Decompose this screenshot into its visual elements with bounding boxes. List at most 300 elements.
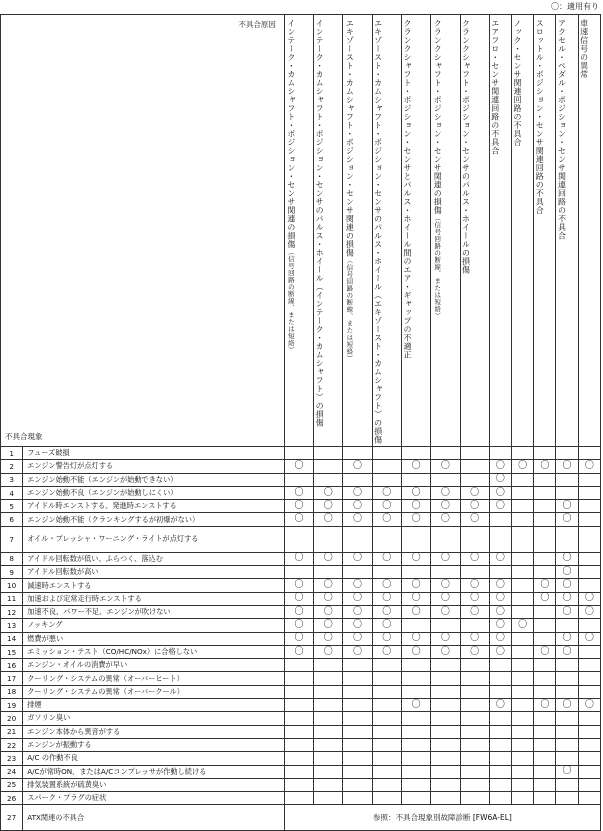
mark-cell xyxy=(460,632,489,645)
mark-cell xyxy=(512,473,534,486)
mark-cell xyxy=(534,699,556,712)
mark-cell xyxy=(314,765,343,778)
row-number: 27 xyxy=(1,805,23,831)
mark-cell xyxy=(578,725,600,738)
mark-cell xyxy=(578,552,600,565)
mark-cell xyxy=(556,778,578,791)
applicable-mark: 〇 xyxy=(353,487,363,498)
applicable-mark: 〇 xyxy=(411,487,421,498)
mark-cell xyxy=(556,592,578,605)
mark-cell xyxy=(314,566,343,579)
row-number: 20 xyxy=(1,712,23,725)
mark-cell xyxy=(512,500,534,513)
mark-cell xyxy=(460,619,489,632)
mark-cell xyxy=(534,672,556,685)
mark-cell xyxy=(401,579,430,592)
applicable-mark: 〇 xyxy=(353,606,363,617)
applicable-mark: 〇 xyxy=(540,580,550,591)
applicable-mark: 〇 xyxy=(411,500,421,511)
symptom-cell: スパーク・プラグの症状 xyxy=(23,792,285,805)
legend: 〇：適用有り xyxy=(551,2,599,11)
applicable-mark: 〇 xyxy=(518,460,528,471)
table-row xyxy=(1,792,601,805)
mark-cell xyxy=(556,526,578,552)
mark-cell xyxy=(460,486,489,499)
mark-cell xyxy=(343,447,372,460)
mark-cell xyxy=(284,592,313,605)
applicable-mark: 〇 xyxy=(495,646,505,657)
applicable-mark: 〇 xyxy=(294,514,304,525)
applicable-mark: 〇 xyxy=(411,699,421,710)
mark-cell xyxy=(343,619,372,632)
mark-cell xyxy=(343,592,372,605)
mark-cell xyxy=(284,513,313,526)
applicable-mark: 〇 xyxy=(440,580,450,591)
applicable-mark: 〇 xyxy=(470,633,480,644)
mark-cell xyxy=(343,672,372,685)
cause-text xyxy=(402,19,413,359)
mark-cell xyxy=(534,605,556,618)
mark-cell xyxy=(534,526,556,552)
cause-text xyxy=(285,19,297,354)
cause-label: 不具合原因 xyxy=(238,20,276,29)
symptom-cell: フューズ破損 xyxy=(23,447,285,460)
applicable-mark: 〇 xyxy=(440,487,450,498)
applicable-mark: 〇 xyxy=(562,606,572,617)
mark-cell xyxy=(431,566,460,579)
mark-cell xyxy=(343,566,372,579)
mark-cell xyxy=(372,738,401,751)
mark-cell xyxy=(512,672,534,685)
mark-cell xyxy=(343,526,372,552)
mark-cell xyxy=(431,699,460,712)
mark-cell xyxy=(534,659,556,672)
applicable-mark: 〇 xyxy=(353,646,363,657)
mark-cell xyxy=(489,513,511,526)
mark-cell xyxy=(284,447,313,460)
applicable-mark: 〇 xyxy=(584,593,594,604)
mark-cell xyxy=(372,699,401,712)
mark-cell xyxy=(578,605,600,618)
table-row xyxy=(1,460,601,473)
mark-cell xyxy=(460,792,489,805)
mark-cell xyxy=(556,473,578,486)
mark-cell xyxy=(578,447,600,460)
mark-cell xyxy=(314,725,343,738)
applicable-mark: 〇 xyxy=(294,487,304,498)
mark-cell xyxy=(556,605,578,618)
mark-cell xyxy=(401,699,430,712)
mark-cell xyxy=(460,752,489,765)
mark-cell xyxy=(460,460,489,473)
mark-cell xyxy=(401,792,430,805)
mark-cell xyxy=(578,792,600,805)
mark-cell xyxy=(372,473,401,486)
mark-cell xyxy=(460,447,489,460)
cause-text xyxy=(490,19,501,155)
mark-cell xyxy=(578,486,600,499)
mark-cell xyxy=(512,460,534,473)
mark-cell xyxy=(343,738,372,751)
applicable-mark: 〇 xyxy=(495,606,505,617)
mark-cell xyxy=(460,725,489,738)
mark-cell xyxy=(556,447,578,460)
applicable-mark: 〇 xyxy=(411,514,421,525)
mark-cell xyxy=(343,605,372,618)
applicable-mark: 〇 xyxy=(382,593,392,604)
mark-cell xyxy=(460,712,489,725)
applicable-mark: 〇 xyxy=(411,580,421,591)
applicable-mark: 〇 xyxy=(353,460,363,471)
mark-cell xyxy=(460,473,489,486)
mark-cell xyxy=(460,513,489,526)
mark-cell xyxy=(343,792,372,805)
mark-cell xyxy=(460,592,489,605)
symptom-cell: A/C の作動不良 xyxy=(23,752,285,765)
cause-main: クランクシャフト・ポジション・センサ関連の損傷 xyxy=(433,19,443,215)
mark-cell xyxy=(534,513,556,526)
mark-cell xyxy=(284,460,313,473)
row-number: 8 xyxy=(1,552,23,565)
mark-cell xyxy=(534,592,556,605)
mark-cell xyxy=(372,500,401,513)
applicable-mark: 〇 xyxy=(294,646,304,657)
mark-cell xyxy=(372,619,401,632)
mark-cell xyxy=(284,526,313,552)
mark-cell xyxy=(284,552,313,565)
cause-main: スロットル・ポジション・センサ関連回路の不具合 xyxy=(535,19,545,215)
mark-cell xyxy=(314,645,343,658)
cause-main: エアフロ・センサ関連回路の不具合 xyxy=(490,19,500,155)
mark-cell xyxy=(343,778,372,791)
mark-cell xyxy=(460,566,489,579)
applicable-mark: 〇 xyxy=(440,646,450,657)
mark-cell xyxy=(343,712,372,725)
applicable-mark: 〇 xyxy=(411,633,421,644)
mark-cell xyxy=(431,712,460,725)
applicable-mark: 〇 xyxy=(323,593,333,604)
applicable-mark: 〇 xyxy=(382,606,392,617)
applicable-mark: 〇 xyxy=(353,553,363,564)
mark-cell xyxy=(284,645,313,658)
mark-cell xyxy=(431,500,460,513)
applicable-mark: 〇 xyxy=(323,606,333,617)
mark-cell xyxy=(578,500,600,513)
mark-cell xyxy=(512,792,534,805)
applicable-mark: 〇 xyxy=(294,633,304,644)
mark-cell xyxy=(431,473,460,486)
symptom-cell: エンジン・オイルの消費が早い xyxy=(23,659,285,672)
applicable-mark: 〇 xyxy=(495,460,505,471)
symptom-cell: クーリング・システムの異常（オーバーヒート） xyxy=(23,672,285,685)
mark-cell xyxy=(556,513,578,526)
cause-header-6 xyxy=(431,15,460,447)
applicable-mark: 〇 xyxy=(562,566,572,577)
mark-cell xyxy=(512,447,534,460)
mark-cell xyxy=(534,579,556,592)
applicable-mark: 〇 xyxy=(323,514,333,525)
applicable-mark: 〇 xyxy=(323,553,333,564)
table-row xyxy=(1,447,601,460)
symptom-cell: アイドル回転数が低い、ふらつく、落込む xyxy=(23,552,285,565)
applicable-mark: 〇 xyxy=(382,514,392,525)
row-number: 25 xyxy=(1,778,23,791)
symptom-label: 不具合現象 xyxy=(5,432,43,441)
cause-header-5 xyxy=(401,15,430,447)
applicable-mark: 〇 xyxy=(584,699,594,710)
applicable-mark: 〇 xyxy=(323,633,333,644)
mark-cell xyxy=(512,699,534,712)
applicable-mark: 〇 xyxy=(294,619,304,630)
mark-cell xyxy=(489,659,511,672)
row-number: 5 xyxy=(1,500,23,513)
mark-cell xyxy=(578,712,600,725)
applicable-mark: 〇 xyxy=(440,460,450,471)
symptom-cell: ATX関連の不具合 xyxy=(23,805,285,831)
mark-cell xyxy=(431,592,460,605)
mark-cell xyxy=(401,725,430,738)
mark-cell xyxy=(489,792,511,805)
mark-cell xyxy=(372,460,401,473)
mark-cell xyxy=(512,765,534,778)
mark-cell xyxy=(534,778,556,791)
mark-cell xyxy=(556,486,578,499)
mark-cell xyxy=(578,778,600,791)
applicable-mark: 〇 xyxy=(440,606,450,617)
mark-cell xyxy=(431,447,460,460)
mark-cell xyxy=(284,500,313,513)
mark-cell xyxy=(314,778,343,791)
table-row xyxy=(1,738,601,751)
mark-cell xyxy=(284,792,313,805)
mark-cell xyxy=(284,725,313,738)
mark-cell xyxy=(556,792,578,805)
row-number: 17 xyxy=(1,672,23,685)
applicable-mark: 〇 xyxy=(382,487,392,498)
mark-cell xyxy=(556,725,578,738)
applicable-mark: 〇 xyxy=(440,553,450,564)
mark-cell xyxy=(314,752,343,765)
mark-cell xyxy=(343,645,372,658)
applicable-mark: 〇 xyxy=(294,500,304,511)
mark-cell xyxy=(372,672,401,685)
applicable-mark: 〇 xyxy=(562,646,572,657)
applicable-mark: 〇 xyxy=(440,593,450,604)
mark-cell xyxy=(578,699,600,712)
mark-cell xyxy=(578,619,600,632)
corner-header xyxy=(1,15,285,447)
mark-cell xyxy=(314,712,343,725)
mark-cell xyxy=(512,486,534,499)
mark-cell xyxy=(314,738,343,751)
mark-cell xyxy=(314,460,343,473)
cause-text xyxy=(314,19,325,427)
mark-cell xyxy=(512,605,534,618)
mark-cell xyxy=(578,672,600,685)
symptom-cell: エミッション・テスト（CO/HC/NOx）に合格しない xyxy=(23,645,285,658)
applicable-mark: 〇 xyxy=(294,593,304,604)
table-row xyxy=(1,526,601,552)
applicable-mark: 〇 xyxy=(294,553,304,564)
mark-cell xyxy=(284,659,313,672)
mark-cell xyxy=(556,500,578,513)
cause-text xyxy=(343,19,355,362)
row-number: 6 xyxy=(1,513,23,526)
cause-header-8 xyxy=(489,15,511,447)
mark-cell xyxy=(343,659,372,672)
mark-cell xyxy=(314,605,343,618)
mark-cell xyxy=(512,778,534,791)
applicable-mark: 〇 xyxy=(323,487,333,498)
row-number: 19 xyxy=(1,699,23,712)
mark-cell xyxy=(343,579,372,592)
mark-cell xyxy=(431,486,460,499)
mark-cell xyxy=(460,579,489,592)
table-row xyxy=(1,619,601,632)
mark-cell xyxy=(512,752,534,765)
mark-cell xyxy=(578,752,600,765)
mark-cell xyxy=(460,778,489,791)
mark-cell xyxy=(489,725,511,738)
cause-text xyxy=(534,19,545,215)
mark-cell xyxy=(372,513,401,526)
mark-cell xyxy=(556,672,578,685)
mark-cell xyxy=(556,699,578,712)
mark-cell xyxy=(578,659,600,672)
symptom-cell: 減速時エンストする xyxy=(23,579,285,592)
mark-cell xyxy=(343,725,372,738)
mark-cell xyxy=(343,500,372,513)
row-number: 26 xyxy=(1,792,23,805)
symptom-cell: エンジンが振動する xyxy=(23,738,285,751)
applicable-mark: 〇 xyxy=(495,500,505,511)
applicable-mark: 〇 xyxy=(411,646,421,657)
mark-cell xyxy=(534,619,556,632)
cause-header-3 xyxy=(343,15,372,447)
mark-cell xyxy=(314,526,343,552)
table-row xyxy=(1,552,601,565)
mark-cell xyxy=(489,566,511,579)
mark-cell xyxy=(372,605,401,618)
mark-cell xyxy=(460,605,489,618)
row-number: 23 xyxy=(1,752,23,765)
mark-cell xyxy=(431,632,460,645)
applicable-mark: 〇 xyxy=(470,580,480,591)
table-row xyxy=(1,632,601,645)
cause-text xyxy=(512,19,523,147)
mark-cell xyxy=(343,460,372,473)
mark-cell xyxy=(401,460,430,473)
mark-cell xyxy=(512,526,534,552)
applicable-mark: 〇 xyxy=(323,580,333,591)
mark-cell xyxy=(431,552,460,565)
applicable-mark: 〇 xyxy=(562,593,572,604)
mark-cell xyxy=(489,672,511,685)
mark-cell xyxy=(401,645,430,658)
mark-cell xyxy=(578,566,600,579)
mark-cell xyxy=(284,765,313,778)
applicable-mark: 〇 xyxy=(323,500,333,511)
cause-main: クランクシャフト・ポジション・センサのパルス・ホイールの損傷 xyxy=(461,19,471,274)
mark-cell xyxy=(534,460,556,473)
applicable-mark: 〇 xyxy=(518,619,528,630)
mark-cell xyxy=(372,632,401,645)
mark-cell xyxy=(284,579,313,592)
mark-cell xyxy=(431,738,460,751)
mark-cell xyxy=(556,566,578,579)
mark-cell xyxy=(372,486,401,499)
row-number: 7 xyxy=(1,526,23,552)
mark-cell xyxy=(578,765,600,778)
mark-cell xyxy=(401,605,430,618)
mark-cell xyxy=(534,752,556,765)
applicable-mark: 〇 xyxy=(470,500,480,511)
mark-cell xyxy=(372,552,401,565)
row-number: 10 xyxy=(1,579,23,592)
mark-cell xyxy=(556,632,578,645)
applicable-mark: 〇 xyxy=(562,580,572,591)
applicable-mark: 〇 xyxy=(382,580,392,591)
cause-text xyxy=(431,19,443,320)
table-row xyxy=(1,672,601,685)
mark-cell xyxy=(512,552,534,565)
applicable-mark: 〇 xyxy=(584,460,594,471)
table-row xyxy=(1,778,601,791)
mark-cell xyxy=(314,792,343,805)
mark-cell xyxy=(460,645,489,658)
mark-cell xyxy=(534,632,556,645)
mark-cell xyxy=(556,765,578,778)
cause-text xyxy=(461,19,472,274)
mark-cell xyxy=(284,605,313,618)
mark-cell xyxy=(556,619,578,632)
mark-cell xyxy=(489,473,511,486)
mark-cell xyxy=(512,738,534,751)
mark-cell xyxy=(343,765,372,778)
row-number: 21 xyxy=(1,725,23,738)
cause-main: インテーク・カムシャフト・ポジション・センサのパルス・ホイール（インテーク・カムシャフト）の損傷 xyxy=(315,19,325,427)
row-number: 12 xyxy=(1,605,23,618)
cause-sub: （信号回路の断線、または短絡） xyxy=(286,248,295,354)
applicable-mark: 〇 xyxy=(382,619,392,630)
mark-cell xyxy=(314,619,343,632)
applicable-mark: 〇 xyxy=(411,460,421,471)
row-number: 24 xyxy=(1,765,23,778)
mark-cell xyxy=(489,460,511,473)
mark-cell xyxy=(489,500,511,513)
cause-header-10 xyxy=(534,15,556,447)
mark-cell xyxy=(489,579,511,592)
mark-cell xyxy=(314,699,343,712)
mark-cell xyxy=(284,619,313,632)
mark-cell xyxy=(284,778,313,791)
mark-cell xyxy=(489,592,511,605)
diagnosis-table xyxy=(0,14,601,831)
mark-cell xyxy=(556,460,578,473)
symptom-cell: クーリング・システムの異常（オーバークール） xyxy=(23,685,285,698)
mark-cell xyxy=(431,605,460,618)
reference-note: 参照：不具合現象別故障診断 [FW6A-EL] xyxy=(284,805,600,831)
mark-cell xyxy=(460,672,489,685)
applicable-mark: 〇 xyxy=(294,580,304,591)
mark-cell xyxy=(401,513,430,526)
mark-cell xyxy=(284,672,313,685)
mark-cell xyxy=(314,659,343,672)
mark-cell xyxy=(512,579,534,592)
cause-main: エキゾースト・カムシャフト・ポジション・センサのパルス・ホイール（エキゾースト・カムシャフト）の損傷 xyxy=(373,19,383,444)
table-row xyxy=(1,765,601,778)
applicable-mark: 〇 xyxy=(495,553,505,564)
